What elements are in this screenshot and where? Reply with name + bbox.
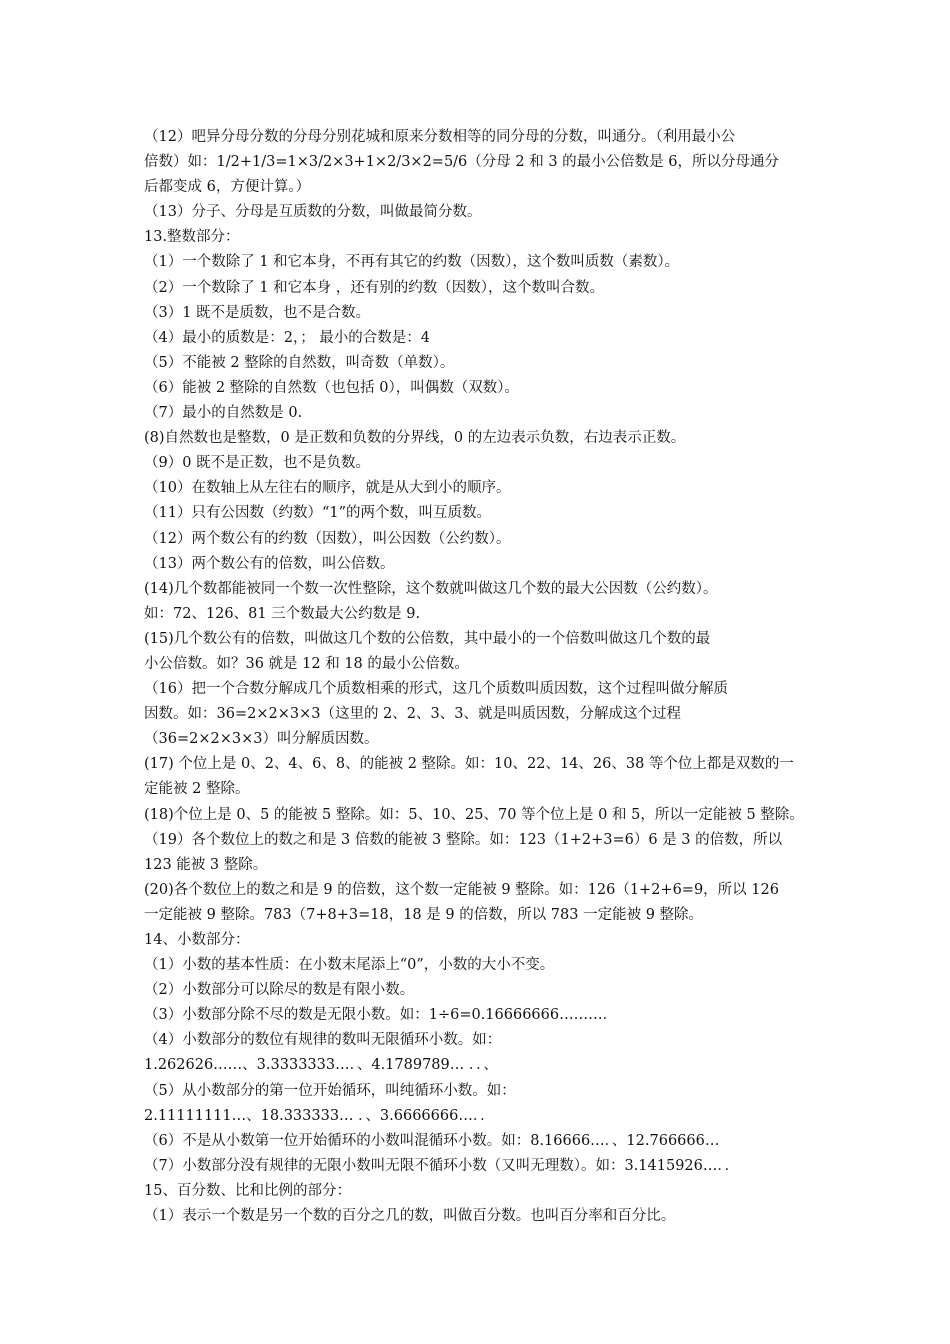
text-line: （36=2×2×3×3）叫分解质因数。 (144, 731, 379, 748)
section-heading: 15、百分数、比和比例的部分： (144, 1182, 351, 1199)
text-line: （16）把一个合数分解成几个质数相乘的形式，这几个质数叫质因数，这个过程叫做分解质 (144, 681, 728, 698)
text-line: （1）小数的基本性质：在小数末尾添上“0”，小数的大小不变。 (144, 957, 555, 974)
section-heading: 14、小数部分： (144, 932, 250, 948)
text-line: （10）在数轴上从左往右的顺序，就是从大到小的顺序。 (144, 480, 511, 497)
text-line: （12）吧异分母分数的分母分别花城和原来分数相等的同分母的分数，叫通分。（利用最小公 (144, 129, 736, 145)
text-line: 123 能被 3 整除。 (144, 856, 268, 873)
text-line: （1）一个数除了 1 和它本身，不再有其它的约数（因数），这个数叫质数（素数）。 (144, 254, 680, 271)
text-line: 如：72、126、81 三个数最大公约数是 9. (144, 605, 421, 622)
text-line: （1）表示一个数是另一个数的百分之几的数，叫做百分数。也叫百分率和百分比。 (144, 1208, 676, 1225)
text-line: （4）最小的质数是：2，； 最小的合数是：4 (144, 329, 431, 346)
text-line: 1.262626……、3.3333333…．、4.1789789… ．．、 (144, 1057, 498, 1074)
text-line: 一定能被 9 整除。783（7+8+3=18，18 是 9 的倍数，所以 783 一定能被 9 整除。 (144, 906, 704, 923)
text-line: （6）不是从小数第一位开始循环的小数叫混循环小数。如：8.16666…．、12.766666… (144, 1132, 720, 1149)
text-line: 定能被 2 整除。 (144, 781, 250, 798)
text-line: (14)几个数都能被同一个数一次性整除，这个数就叫做这几个数的最大公因数（公约数）。 (144, 580, 718, 597)
text-line: （2）小数部分可以除尽的数是有限小数。 (144, 982, 415, 999)
text-line: （7）最小的自然数是 0. (144, 405, 303, 422)
text-line: （11）只有公因数（约数）“1”的两个数，叫互质数。 (144, 505, 491, 522)
text-line: (20)各个数位上的数之和是 9 的倍数，这个数一定能被 9 整除。如：126（1+2+6=9，所以 126 (144, 881, 779, 898)
document-body (144, 125, 824, 1229)
text-line: （3）1 既不是质数，也不是合数。 (144, 304, 371, 321)
text-line: （5）不能被 2 整除的自然数，叫奇数（单数）。 (144, 354, 455, 371)
text-line: （13）两个数公有的倍数，叫公倍数。 (144, 555, 395, 572)
text-line: （2）一个数除了 1 和它本身 ，还有别的约数（因数），这个数叫合数。 (144, 279, 605, 296)
text-line: (18)个位上是 0、5 的能被 5 整除。如：5、10、25、70 等个位上是 0 和 5，所以一定能被 5 整除。 (144, 806, 804, 823)
text-line: 小公倍数。如？36 就是 12 和 18 的最小公倍数。 (144, 655, 469, 672)
text-line: （7）小数部分没有规律的无限小数叫无限不循环小数（又叫无理数）。如：3.1415926…．． (144, 1157, 740, 1174)
text-line: (8)自然数也是整数，0 是正数和负数的分界线，0 的左边表示负数，右边表示正数。 (144, 430, 686, 447)
text-line: （3）小数部分除不尽的数是无限小数。如：1÷6=0.16666666………． (144, 1007, 618, 1024)
text-line: 倍数）如：1/2+1/3=1×3/2×3+1×2/3×2=5/6（分母 2 和 3 的最小公倍数是 6，所以分母通分 (144, 154, 779, 171)
text-line: （5）从小数部分的第一位开始循环，叫纯循环小数。如： (144, 1082, 516, 1099)
section-heading: 13.整数部分： (144, 229, 240, 246)
text-line: （12）两个数公有的约数（因数），叫公因数（公约数）。 (144, 530, 511, 547)
text-line: 2.11111111…、18.333333… ．、3.6666666…．． (144, 1107, 495, 1124)
text-line: (17) 个位上是 0、2、4、6、8、的能被 2 整除。如：10、22、14、26、38 等个位上都是双数的一 (144, 756, 794, 773)
text-line: （9）0 既不是正数，也不是负数。 (144, 455, 371, 472)
text-line: （6）能被 2 整除的自然数（也包括 0），叫偶数（双数）。 (144, 379, 520, 396)
text-line: （13）分子、分母是互质数的分数，叫做最简分数。 (144, 204, 482, 221)
text-line: （4）小数部分的数位有规律的数叫无限循环小数。如： (144, 1032, 502, 1049)
text-line: (15)几个数公有的倍数，叫做这几个数的公倍数，其中最小的一个倍数叫做这几个数的最 (144, 630, 711, 647)
text-line: （19）各个数位上的数之和是 3 倍数的能被 3 整除。如：123（1+2+3=6）6 是 3 的倍数，所以 (144, 831, 783, 848)
text-line: 后都变成 6，方便计算。） (144, 179, 311, 196)
text-line: 因数。如：36=2×2×3×3（这里的 2、2、3、3、就是叫质因数，分解成这个过程 (144, 706, 681, 723)
